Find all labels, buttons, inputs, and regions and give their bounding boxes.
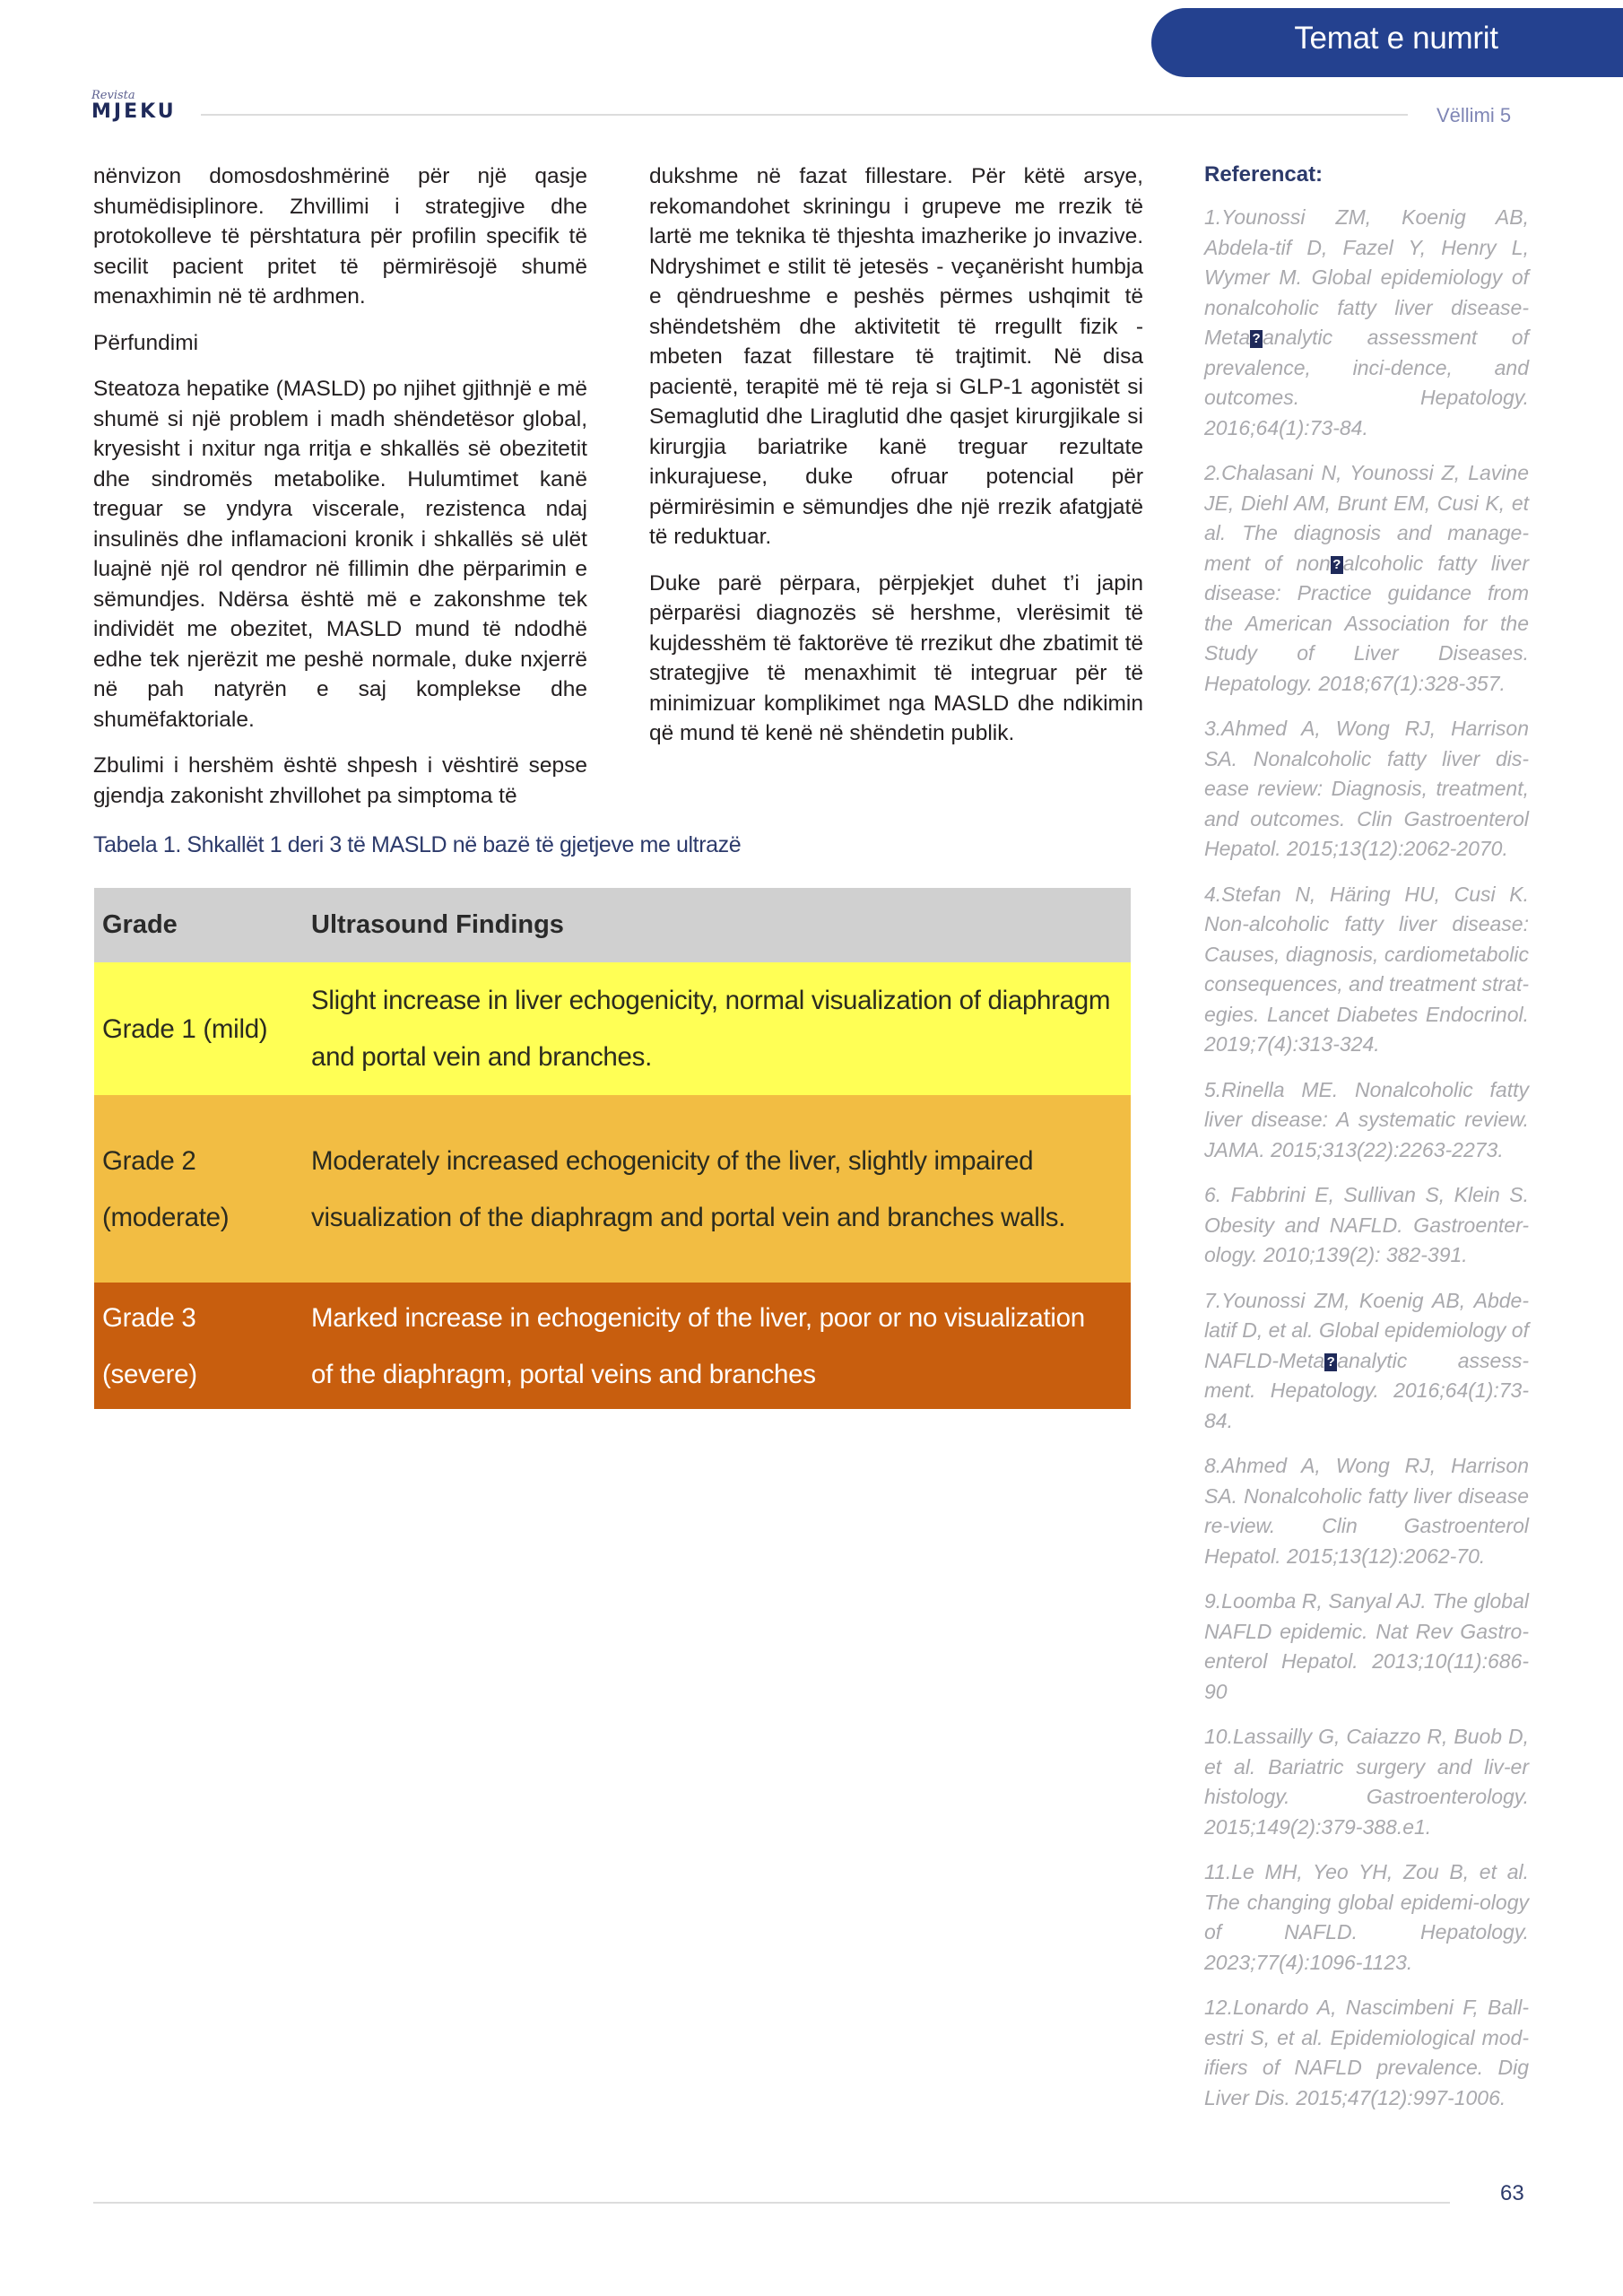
- references-section: [1204, 160, 1529, 2128]
- reference-text: 9.Loomba R, Sanyal AJ. The global NAFLD epidemic. Nat Rev Gastro-enterol Hepatol. 2013;10(11):686-90: [1204, 1589, 1529, 1703]
- volume-label: Vëllimi 5: [1436, 104, 1512, 126]
- reference-text: 12.Lonardo A, Nascimbeni F, Ball-estri S, et al. Epidemiological mod-ifiers of NAFLD prevalence. Dig Liver Dis. 2015;47(12):997-1006.: [1204, 1996, 1529, 2109]
- table-caption: Tabela 1. Shkallët 1 deri 3 të MASLD në bazë të gjetjeve me ultrazë: [93, 832, 742, 857]
- journal-logo: [91, 90, 177, 123]
- reference-text: 8.Ahmed A, Wong RJ, Harrison SA. Nonalcoholic fatty liver disease re-view. Clin Gastroenterol Hepatol. 2015;13(12):2062-70.: [1204, 1454, 1529, 1568]
- reference-text: 11.Le MH, Yeo YH, Zou B, et al. The changing global epidemi-ology of NAFLD. Hepatology. 2023;77(4):1096-1123.: [1204, 1860, 1529, 1974]
- section-banner: [1151, 8, 1623, 77]
- paragraph: Steatoza hepatike (MASLD) po njihet gjithnjë e më shumë si një problem i madh shëndetësor global, kryesisht i nxitur nga rritja e shkallës së obezitetit dhe sindromës metabolike. Hulumtimet kanë treguar se yndyra viscerale, rezistenca ndaj insulinës dhe inflamacioni kronik i shkallës së ulët luajnë një rol qendror në fillimin dhe përparimin e sëmundjes. Ndërsa është më e zakonshme tek individët me obezitet, MASLD mund të ndodhë edhe tek njerëzit me peshë normale, duke nxjerrë në pah natyrën e saj komplekse dhe shumëfaktoriale.: [93, 377, 587, 732]
- table-header-row: [94, 888, 1131, 962]
- reference-item: [1204, 714, 1529, 865]
- reference-text: 5.Rinella ME. Nonalcoholic fatty liver disease: A systematic review. JAMA. 2015;313(22):2263-2273.: [1204, 1077, 1529, 1161]
- footer-divider: [93, 2202, 1450, 2204]
- reference-text: 2.Chalasani N, Younossi Z, Lavine JE, Diehl AM, Brunt EM, Cusi K, et al. The diagnosis and manage-ment of non: [1204, 461, 1529, 575]
- paragraph: Zbulimi i hershëm është shpesh i vështirë sepse gjendja zakonisht zhvillohet pa simptoma të: [93, 753, 587, 808]
- header-divider: [201, 114, 1408, 116]
- missing-glyph-icon: ?: [1250, 330, 1263, 348]
- table-row: [94, 1095, 1131, 1283]
- findings-cell: Moderately increased echogenicity of the liver, slightly impaired visualization of the diaphragm and portal vein and branches walls.: [311, 1145, 1066, 1232]
- reference-item: [1204, 1722, 1529, 1842]
- missing-glyph-icon: ?: [1331, 556, 1343, 574]
- grade-cell: [94, 1290, 311, 1403]
- reference-text: 10.Lassailly G, Caiazzo R, Buob D, et al. Bariatric surgery and liv-er histology. Gastroenterology. 2015;149(2):379-388.e1.: [1204, 1725, 1529, 1839]
- grade-label: Grade 2: [102, 1145, 196, 1176]
- references-list: [1204, 203, 1529, 2113]
- reference-item: [1204, 1587, 1529, 1707]
- reference-text: analytic assess-ment. Hepatology. 2016;64(1):73-84.: [1204, 1348, 1529, 1432]
- reference-item: [1204, 1451, 1529, 1571]
- article-column-middle: [649, 161, 1143, 765]
- reference-text: 1.Younossi ZM, Koenig AB, Abdela-tif D, Fazel Y, Henry L, Wymer M. Global epidemiology of nonalcoholic fatty liver disease-Meta: [1204, 205, 1529, 349]
- header-findings: Ultrasound Findings: [311, 910, 564, 939]
- findings-cell: Slight increase in liver echogenicity, normal visualization of diaphragm and portal vein and branches.: [311, 986, 1111, 1072]
- paragraph: dukshme në fazat fillestare. Për këtë arsye, rekomandohet skriningu i grupeve me rrezik të lartë me teknika të thjeshta imazherike jo invazive. Ndryshimet e stilit të jetesës - veçanërisht humbja e qëndrueshme e peshës përmes ushqimit të shëndetshëm dhe aktivitetit të rregullt fizik - mbeten fazat fillestare të trajtimit. Në disa pacientë, terapitë më të reja si GLP-1 agonistët si Semaglutid dhe Liraglutid dhe qasjet kirurgjikale si kirurgjia bariatrike kanë treguar rezultate inkurajuese, duke ofruar potencial për përmirësimin e sëmundjes dhe një rrezik afatgjatë të reduktuar.: [649, 164, 1143, 549]
- reference-item: [1204, 1286, 1529, 1437]
- grade-severity: (moderate): [102, 1202, 230, 1232]
- reference-item: [1204, 1075, 1529, 1166]
- logo-title: MJEKU: [91, 100, 177, 123]
- missing-glyph-icon: ?: [1324, 1353, 1337, 1371]
- page-number: 63: [1500, 2181, 1524, 2205]
- table-row: [94, 1283, 1131, 1409]
- reference-item: [1204, 880, 1529, 1060]
- grade-cell: [94, 1001, 311, 1057]
- findings-cell: Marked increase in echogenicity of the liver, poor or no visualization of the diaphragm, portal veins and branches: [311, 1302, 1085, 1389]
- paragraph: nënvizon domosdoshmërinë për një qasje shumëdisiplinore. Zhvillimi i strategjive dhe protokolleve të përshtatura për profilin specifik të secilit pacient pritet të përmirësojë shumë menaxhimin në të ardhmen.: [93, 164, 587, 309]
- reference-item: [1204, 203, 1529, 443]
- grading-table: [94, 888, 1131, 1409]
- section-banner-title: Temat e numrit: [1294, 21, 1498, 56]
- reference-text: analytic assessment of prevalence, inci-dence, and outcomes. Hepatology. 2016;64(1):73-84.: [1204, 326, 1529, 439]
- reference-text: 4.Stefan N, Häring HU, Cusi K. Non-alcoholic fatty liver disease: Causes, diagnosis, cardiometabolic consequences, and treatment strat-egies. Lancet Diabetes Endocrinol. 2019;7(4):313-324.: [1204, 882, 1529, 1056]
- reference-text: 3.Ahmed A, Wong RJ, Harrison SA. Nonalcoholic fatty liver dis-ease review: Diagnosis, treatment, and outcomes. Clin Gastroenterol Hepatol. 2015;13(12):2062-2070.: [1204, 717, 1529, 860]
- table-row: [94, 962, 1131, 1095]
- reference-text: 6. Fabbrini E, Sullivan S, Klein S. Obesity and NAFLD. Gastroenter-ology. 2010;139(2): 382-391.: [1204, 1183, 1529, 1266]
- header-grade: Grade: [102, 910, 178, 939]
- reference-item: [1204, 1180, 1529, 1271]
- grade-label: Grade 3: [102, 1302, 196, 1333]
- grade-severity: (severe): [102, 1359, 197, 1389]
- reference-text: alcoholic fatty liver disease: Practice guidance from the American Association for the Study of Liver Diseases. Hepatology. 2018;67(1):328-357.: [1204, 551, 1529, 695]
- article-column-left: [93, 161, 587, 811]
- section-heading-conclusion: Përfundimi: [93, 330, 199, 355]
- grade-label: Grade 1 (mild): [102, 1013, 268, 1044]
- paragraph: Duke parë përpara, përpjekjet duhet t’i japin përparësi diagnozës së hershme, vlerësimit të kujdesshëm të faktorëve të rrezikut dhe zbatimit të strategjive të menaxhimit të integruar për të minimizuar komplikimet nga MASLD dhe ndikimin që mund të kenë në shëndetin publik.: [649, 570, 1143, 745]
- logo-subtitle: Revista: [91, 89, 135, 102]
- reference-item: [1204, 1993, 1529, 2113]
- references-title: Referencat:: [1204, 162, 1324, 187]
- reference-text: 7.Younossi ZM, Koenig AB, Abde-latif D, et al. Global epidemiology of NAFLD-Meta: [1204, 1288, 1529, 1372]
- grade-cell: [94, 1133, 311, 1246]
- reference-item: [1204, 458, 1529, 699]
- reference-item: [1204, 1857, 1529, 1978]
